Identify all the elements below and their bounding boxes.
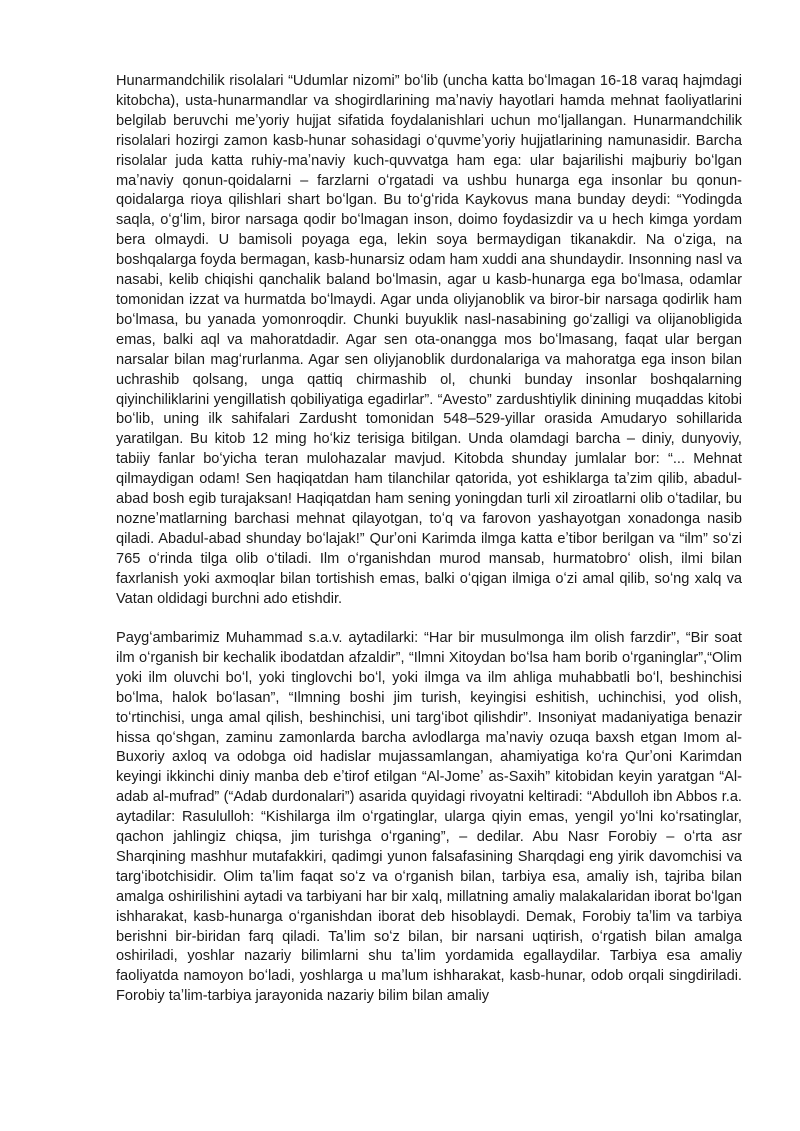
- paragraph-1: Hunarmandchilik risolalari “Udumlar nizomi” boʻlib (uncha katta boʻlmagan 16-18 varaq hajmdagi kitobcha), usta-hunarmandlar va shogirdlarining maʼnaviy hayotlari hamda mehnat faoliyatlarini belgilab beruvchi meʼyoriy hujjat sifatida foydalanishlari uchun moʻljallangan. Hunarmandchilik risolalari hozirgi zamon kasb-hunar sohasidagi oʻquvmeʼyoriy hujjatlarining namunasidir. Barcha risolalar juda katta ruhiy-maʼnaviy kuch-quvvatga ham ega: ular bajarilishi majburiy boʻlgan maʼnaviy qonun-qoidalarni – farzlarni oʻrgatadi va ushbu hunarga ega insonlar bu qonun-qoidalarga rioya qilishlari shart boʻlgan. Bu toʻgʻrida Kaykovus mana bunday deydi: “Yodingda saqla, oʻgʻlim, biror narsaga qodir boʻlmagan inson, doimo foydasizdir va u hech kimga yordam bera olmaydi. U bamisoli poyaga ega, lekin soya bermaydigan tikanakdir. Na oʻziga, na boshqalarga foyda bermagan, kasb-hunarsiz odam ham xuddi ana shundaydir. Insonning nasl va nasabi, kelib chiqishi qanchalik baland boʻlmasin, agar u kasb-hunarga ega boʻlmasa, odamlar tomonidan izzat va hurmatda boʻlmaydi. Agar unda oliyjanoblik va biror-bir narsaga qodirlik ham boʻlmasa, bu yanada yomonroqdir. Chunki buyuklik nasl-nasabining goʻzalligi va olijanobligida emas, balki aql va mahoratdadir. Agar sen ota-onangga mos boʻlmasang, faqat ular bergan narsalar bilan magʻrurlanma. Agar sen oliyjanoblik durdonalariga va mahoratga ega inson bilan uchrashib qolsang, unga qattiq chirmashib ol, chunki bunday insonlar boshqalarning qiyinchiliklarini yengillatish qobiliyatiga egadirlar”. “Avesto” zardushtiylik dinining muqaddas kitobi boʻlib, uning ilk sahifalari Zardusht tomonidan 548–529-yillar orasida Amudaryo sohillarida yaratilgan. Bu kitob 12 ming hoʻkiz terisiga bitilgan. Unda olamdagi barcha – diniy, dunyoviy, tabiiy fanlar boʻyicha teran mulohazalar mavjud. Kitobda shunday jumlalar bor: “... Mehnat qilmaydigan odam! Sen haqiqatdan ham tilanchilar qatorida, yot eshiklarga taʼzim qilib, abadul-abad bosh egib turajaksan! Haqiqatdan ham sening yoningdan turli xil ziroatlarni olib oʻtadilar, bu nozneʼmatlarning barchasi mehnat qilayotgan, toʻq va farovon yashayotgan xonadonga nasib qiladi. Abadul-abad shunday boʻlajak!” Qurʼoni Karimda ilmga katta eʼtibor berilgan va “ilm” soʻzi 765 oʻrinda tilga olib oʻtiladi. Ilm oʻrganishdan murod mansab, hurmatobroʻ olish, ilmi bilan faxrlanish yoki axmoqlar bilan tortishish emas, balki oʻqigan ilmiga oʻzi amal qilib, soʻng xalq va Vatan oldidagi burchni ado etishdir.: [116, 73, 742, 607]
- document-page: [116, 72, 742, 1007]
- paragraph-2: Paygʻambarimiz Muhammad s.a.v. aytadilarki: “Har bir musulmonga ilm olish farzdir”, “Bir soat ilm oʻrganish bir kechalik ibodatdan afzaldir”, “Ilmni Xitoydan boʻlsa ham borib oʻrganinglar”,“Olim yoki ilm oluvchi boʻl, yoki tinglovchi boʻl, yoki ilmga va ilm ahliga muhabbatli boʻl, beshinchisi boʻlma, halok boʻlasan”, “Ilmning boshi jim turish, keyingisi eshitish, uchinchisi, yod olish, toʻrtinchisi, unga amal qilish, beshinchisi, uni targʻibot qilishdir”. Insoniyat madaniyatiga benazir hissa qoʻshgan, zaminu zamonlarda barcha avlodlarga maʼnaviy ozuqa baxsh etgan Imom al-Buxoriy axloq va odobga oid hadislar mujassamlangan, ahamiyatiga koʻra Qurʼoni Karimdan keyingi ikkinchi diniy manba deb eʼtirof etilgan “Al-Jomeʼ as-Saxih” kitobidan keyin yaratgan “Al-adab al-mufrad” (“Adab durdonalari”) asarida quyidagi rivoyatni keltiradi: “Abdulloh ibn Abbos r.a. aytadilar: Rasululloh: “Kishilarga ilm oʻrgatinglar, ularga qiyin emas, yengil yoʻlni koʻrsatinglar, qachon jahlingiz chiqsa, jim turishga oʻrganing”, – dedilar. Abu Nasr Forobiy – oʻrta asr Sharqining mashhur mutafakkiri, qadimgi yunon falsafasining Sharqdagi eng yirik davomchisi va targʻibotchisidir. Olim taʼlim faqat soʻz va oʻrganish bilan, tarbiya esa, amaliy ish, tajriba bilan amalga oshirilishini aytadi va tarbiyani har bir xalq, millatning amaliy malakalaridan iborat boʻlgan ishharakat, kasb-hunarga oʻrganishdan iborat deb hisoblaydi. Demak, Forobiy taʼlim va tarbiya berishni bir-biridan farq qiladi. Taʼlim soʻz bilan, bir narsani uqtirish, oʻrgatish bilan amalga oshiriladi, yoshlar nazariy bilimlarni shu taʼlim yordamida egallaydilar. Tarbiya esa amaliy faoliyatda namoyon boʻladi, yoshlarga u maʼlum ishharakat, kasb-hunar, odob orqali singdiriladi. Forobiy taʼlim-tarbiya jarayonida nazariy bilim bilan amaliy: [116, 629, 742, 1005]
